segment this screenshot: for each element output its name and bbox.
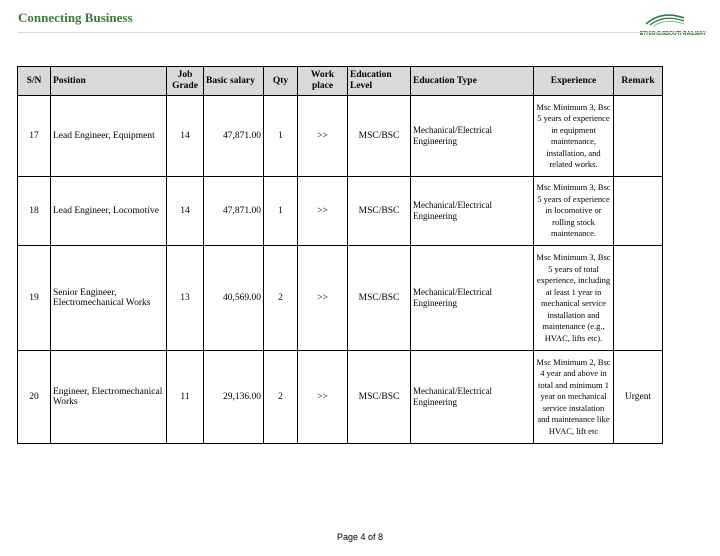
col-basic-salary: Basic salary bbox=[204, 67, 264, 96]
cell-workplace: >> bbox=[298, 351, 348, 444]
cell-qty: 2 bbox=[264, 351, 298, 444]
cell-education-level: MSC/BSC bbox=[348, 351, 411, 444]
cell-position: Engineer, Electromechanical Works bbox=[51, 351, 167, 444]
cell-experience: Msc Minimum 3, Bsc 5 years of experience in locomotive or rolling stock maintenance. bbox=[534, 177, 614, 246]
table-row bbox=[18, 96, 663, 177]
header-divider bbox=[18, 32, 706, 33]
cell-qty: 1 bbox=[264, 177, 298, 246]
cell-qty: 1 bbox=[264, 96, 298, 177]
col-education-level: Education Level bbox=[348, 67, 411, 96]
cell-education-type: Mechanical/Electrical Engineering bbox=[411, 246, 534, 351]
cell-position: Lead Engineer, Locomotive bbox=[51, 177, 167, 246]
page-number: Page 4 of 8 bbox=[336, 532, 384, 542]
logo-text: ETHIO-DJIBOUTI RAILWAY bbox=[639, 31, 706, 37]
cell-grade: 14 bbox=[167, 96, 204, 177]
cell-sn: 17 bbox=[18, 96, 51, 177]
cell-education-level: MSC/BSC bbox=[348, 246, 411, 351]
company-logo bbox=[636, 8, 706, 40]
cell-sn: 18 bbox=[18, 177, 51, 246]
cell-sn: 20 bbox=[18, 351, 51, 444]
col-experience: Experience bbox=[534, 67, 614, 96]
cell-experience: Msc Minimum 3, Bsc 5 years of experience in equipment maintenance, installation, and related works. bbox=[534, 96, 614, 177]
col-sn: S/N bbox=[18, 67, 51, 96]
header-title: Connecting Business bbox=[18, 10, 133, 25]
col-work-place: Work place bbox=[298, 67, 348, 96]
col-remark: Remark bbox=[614, 67, 663, 96]
cell-salary: 40,569.00 bbox=[204, 246, 264, 351]
cell-education-type: Mechanical/Electrical Engineering bbox=[411, 177, 534, 246]
cell-education-type: Mechanical/Electrical Engineering bbox=[411, 351, 534, 444]
railway-logo-icon bbox=[644, 8, 688, 30]
cell-remark bbox=[614, 177, 663, 246]
cell-workplace: >> bbox=[298, 177, 348, 246]
cell-position: Senior Engineer, Electromechanical Works bbox=[51, 246, 167, 351]
cell-experience: Msc Minimum 2, Bsc 4 year and above in total and minimum 1 year on mechanical service instalation and maintenance like HVAC, lift etc bbox=[534, 351, 614, 444]
cell-education-level: MSC/BSC bbox=[348, 177, 411, 246]
cell-salary: 47,871.00 bbox=[204, 177, 264, 246]
cell-grade: 11 bbox=[167, 351, 204, 444]
cell-remark bbox=[614, 246, 663, 351]
cell-grade: 13 bbox=[167, 246, 204, 351]
col-job-grade: Job Grade bbox=[167, 67, 204, 96]
cell-education-type: Mechanical/Electrical Engineering bbox=[411, 96, 534, 177]
cell-remark: Urgent bbox=[614, 351, 663, 444]
document-header bbox=[18, 10, 133, 26]
table-row bbox=[18, 177, 663, 246]
cell-workplace: >> bbox=[298, 96, 348, 177]
cell-remark bbox=[614, 96, 663, 177]
table-row bbox=[18, 351, 663, 444]
cell-salary: 47,871.00 bbox=[204, 96, 264, 177]
table-header-row bbox=[18, 67, 663, 96]
cell-salary: 29,136.00 bbox=[204, 351, 264, 444]
cell-position: Lead Engineer, Equipment bbox=[51, 96, 167, 177]
col-position: Position bbox=[51, 67, 167, 96]
cell-education-level: MSC/BSC bbox=[348, 96, 411, 177]
col-education-type: Education Type bbox=[411, 67, 534, 96]
job-vacancy-table bbox=[17, 66, 663, 444]
cell-grade: 14 bbox=[167, 177, 204, 246]
col-qty: Qty bbox=[264, 67, 298, 96]
cell-experience: Msc Minimum 3, Bsc 5 years of total experience, including at least 1 year in mechanical service installation and maintenance (e.g., HVAC, lifts etc). bbox=[534, 246, 614, 351]
cell-qty: 2 bbox=[264, 246, 298, 351]
cell-sn: 19 bbox=[18, 246, 51, 351]
table-row bbox=[18, 246, 663, 351]
cell-workplace: >> bbox=[298, 246, 348, 351]
